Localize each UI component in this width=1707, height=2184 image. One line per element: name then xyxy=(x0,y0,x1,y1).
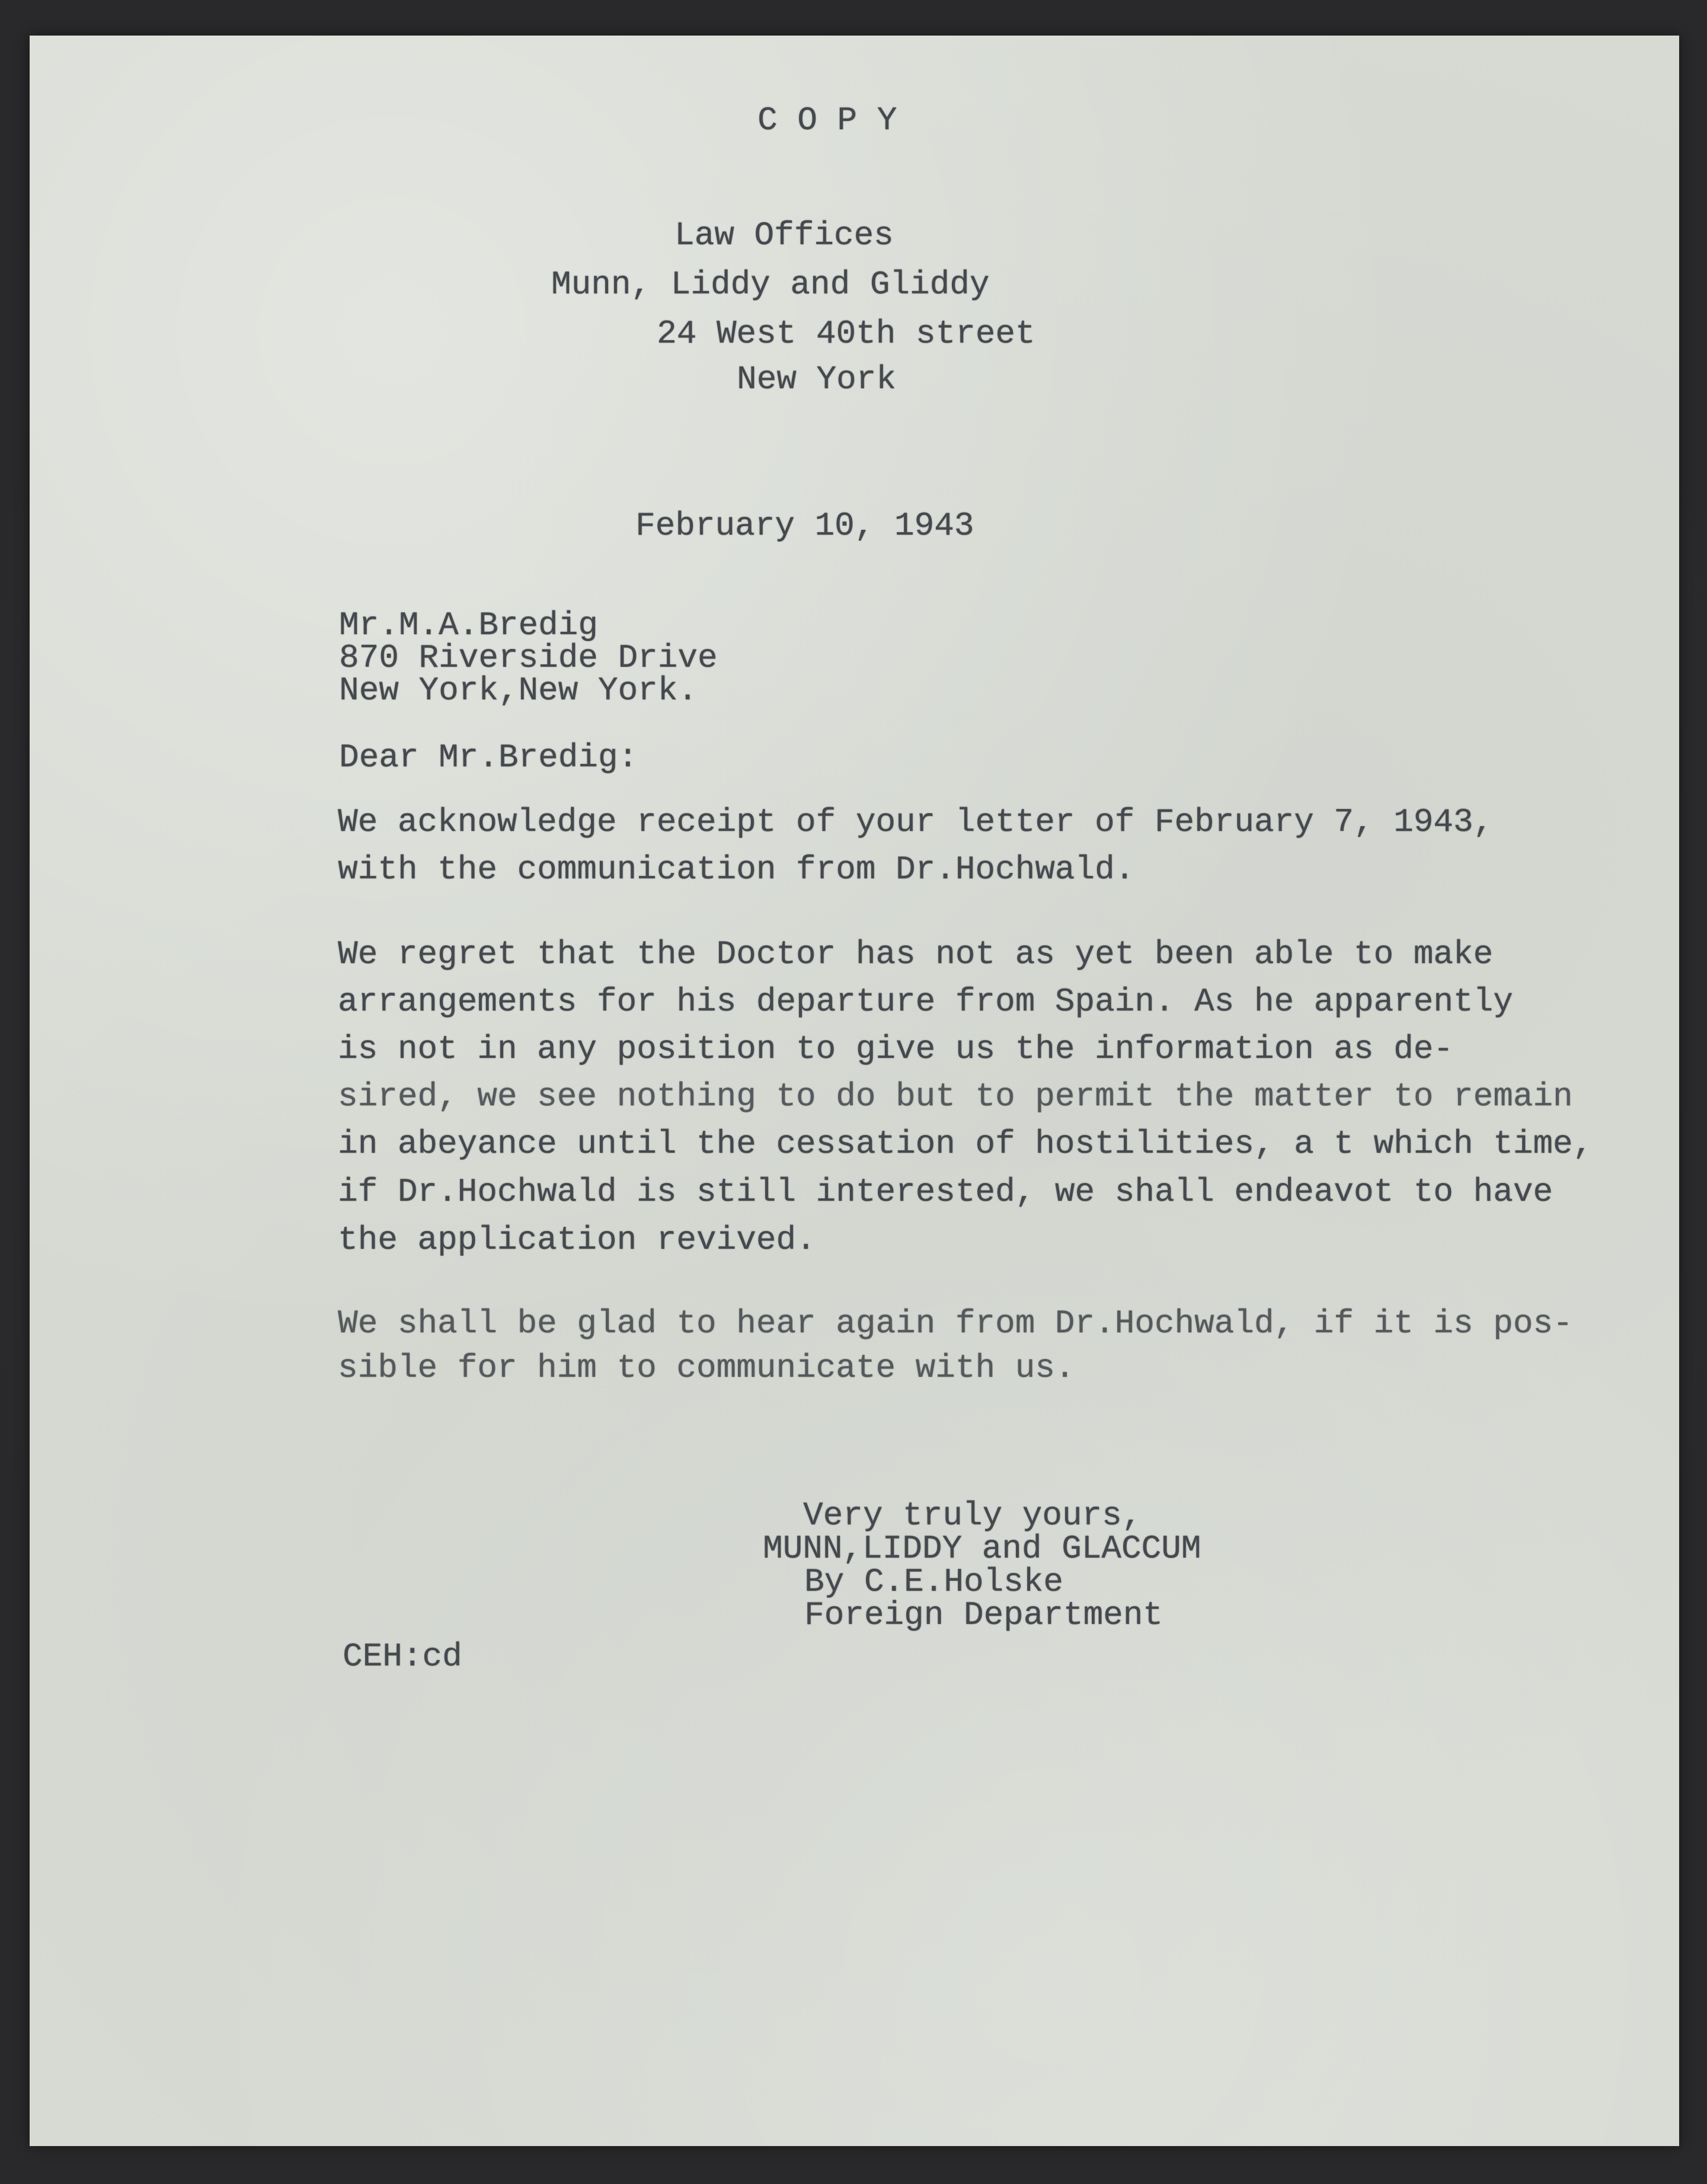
body-paragraph-3-line-1: We shall be glad to hear again from Dr.Hochwald, if it is pos- xyxy=(338,1304,1573,1342)
body-paragraph-1-line-2: with the communication from Dr.Hochwald. xyxy=(338,850,1135,888)
letterhead-street: 24 West 40th street xyxy=(657,315,1035,353)
closing-firm: MUNN,LIDDY and GLACCUM xyxy=(763,1530,1201,1568)
body-paragraph-3-line-2: sible for him to communicate with us. xyxy=(338,1349,1075,1387)
letterhead-firm: Munn, Liddy and Gliddy xyxy=(551,266,990,303)
letter-paper xyxy=(30,36,1679,2146)
body-paragraph-2-line-7: the application revived. xyxy=(338,1221,816,1259)
recipient-city: New York,New York. xyxy=(339,671,698,709)
recipient-street: 870 Riverside Drive xyxy=(339,639,718,677)
body-paragraph-2-line-3: is not in any position to give us the information as de- xyxy=(338,1030,1453,1068)
closing-department: Foreign Department xyxy=(804,1596,1163,1634)
body-paragraph-2-line-4: sired, we see nothing to do but to permit the matter to remain xyxy=(338,1077,1573,1115)
closing-by-line: By C.E.Holske xyxy=(804,1563,1063,1601)
date-line: February 10, 1943 xyxy=(635,507,974,545)
body-paragraph-2-line-1: We regret that the Doctor has not as yet been able to make xyxy=(338,935,1494,973)
letterhead-office: Law Offices xyxy=(675,216,894,254)
copy-label: C O P Y xyxy=(757,101,897,139)
body-paragraph-2-line-2: arrangements for his departure from Spain. As he apparently xyxy=(338,983,1513,1021)
salutation: Dear Mr.Bredig: xyxy=(339,738,638,776)
body-paragraph-1-line-1: We acknowledge receipt of your letter of February 7, 1943, xyxy=(338,803,1494,841)
letterhead-city: New York xyxy=(737,360,896,398)
recipient-name: Mr.M.A.Bredig xyxy=(339,606,598,644)
closing-valediction: Very truly yours, xyxy=(803,1496,1142,1534)
typist-reference: CEH:cd xyxy=(343,1638,462,1675)
body-paragraph-2-line-5: in abeyance until the cessation of hostilities, a t which time, xyxy=(338,1125,1593,1163)
body-paragraph-2-line-6: if Dr.Hochwald is still interested, we shall endeavot to have xyxy=(338,1173,1553,1211)
